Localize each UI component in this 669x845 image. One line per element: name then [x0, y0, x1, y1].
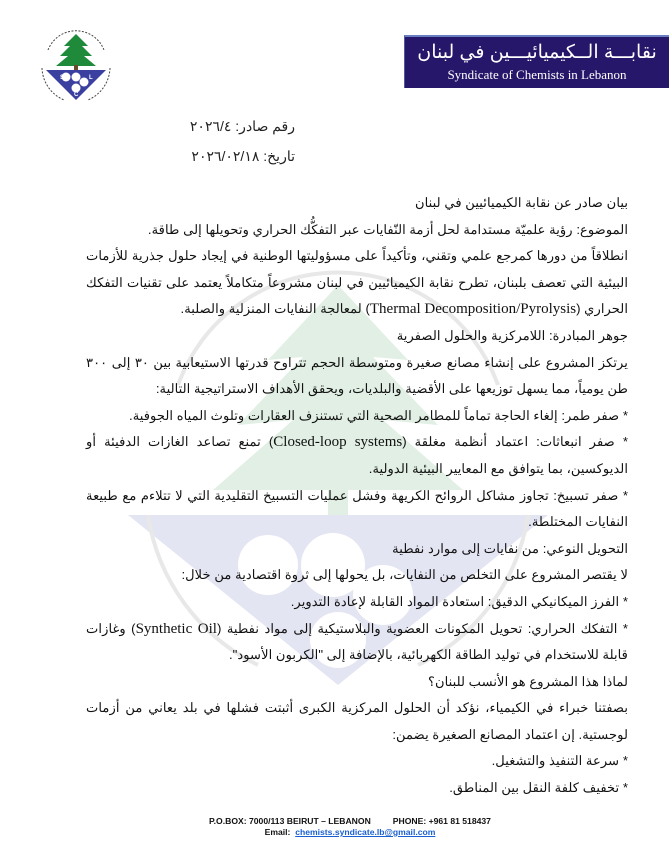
reference-number: رقم صادر: ٢٠٢٦/٤: [189, 118, 295, 134]
section-heading-conversion: التحويل النوعي: من نفايات إلى موارد نفطية: [392, 540, 628, 556]
intro-text-1: انطلاقاً من دورها كمرجع علمي وتقني، وتأكيداً على مسؤوليتها الوطنية في إيجاد حلول جذرية للأزمات البيئية التي تعصف بلبنان، تطرح نقابة الكيميائيين في لبنان مشروعاً متكاملاً يعتمد على تقنيات التفكك الحراري (: [86, 248, 628, 317]
bullet-2-latin: Closed-loop systems: [273, 434, 403, 451]
svg-text:L: L: [89, 75, 93, 81]
conversion-paragraph: لا يقتصر المشروع على التخلص من النفايات، بل يحولها إلى ثروة اقتصادية من خلال:: [181, 567, 628, 583]
svg-text:S: S: [60, 75, 65, 81]
banner-title-en: Syndicate of Chemists in Lebanon: [447, 67, 627, 82]
syndicate-logo: [34, 20, 118, 104]
footer-email-line: [150, 827, 550, 838]
statement-title: بيان صادر عن نقابة الكيميائيين في لبنان: [414, 195, 628, 210]
footer-contact-line: [150, 816, 550, 827]
intro-latin-term: Thermal Decomposition/Pyrolysis: [369, 301, 577, 318]
intro-text-2: ) لمعالجة النفايات المنزلية والصلبة.: [180, 301, 370, 317]
document-date: تاريخ: ٢٠٢٦/٠٢/١٨: [191, 148, 295, 164]
bullet-speed: * سرعة التنفيذ والتشغيل.: [491, 753, 628, 769]
intro-paragraph: [86, 243, 628, 323]
bullet-mechanical-sorting: * الفرز الميكانيكي الدقيق: استعادة المواد القابلة لإعادة التدوير.: [290, 593, 628, 609]
bullet-thermal-decomposition: [86, 616, 628, 669]
bullet-5-text-a: * التفكك الحراري: تحويل المكونات العضوية والبلاستيكية إلى مواد نفطية (: [216, 620, 629, 636]
bullet-2-text-a: * صفر انبعاثات: اعتماد أنظمة مغلقة (: [402, 434, 628, 450]
section-heading-initiative: جوهر المبادرة: اللامركزية والحلول الصفرية: [396, 327, 628, 343]
bullet-zero-landfill: * صفر طمر: إلغاء الحاجة تماماً للمطامر الصحية التي تستنزف العقارات وتلوث المياه الجوفية.: [129, 407, 628, 423]
document-meta: [110, 111, 295, 171]
bullet-transport-cost: * تخفيف كلفة النقل بين المناطق.: [449, 780, 628, 796]
footer-address: P.O.BOX: 7000/113 BEIRUT – LEBANON: [209, 816, 371, 826]
footer-phone: PHONE: +961 81 518437: [392, 816, 491, 826]
why-paragraph: بصفتنا خبراء في الكيمياء، نؤكد أن الحلول المركزية الكبرى أثبتت فشلها في بلد يعاني من أزمات لوجستية. إن اعتماد المصانع الصغيرة يضمن:: [86, 700, 628, 742]
bullet-2-text-b: ) تمنع تصاعد الغازات الدفيئة أو الديوكسين، بما يتوافق مع المعايير البيئية الدولية.: [86, 434, 628, 476]
initiative-paragraph: يرتكز المشروع على إنشاء مصانع صغيرة ومتوسطة الحجم تتراوح قدرتها الاستيعابية بين ٣٠ إلى ٣٠٠ طن يومياً، مما يسهل توزيعها على الأقضية والبلديات، ويحقق الأهداف الاستراتيجية التالية:: [86, 354, 628, 397]
triangle-icon: [46, 70, 106, 100]
page-footer: [150, 816, 550, 838]
footer-email-link[interactable]: chemists.syndicate.lb@gmail.com: [295, 827, 436, 837]
document-body: [86, 190, 628, 802]
bullet-5-latin: Synthetic Oil: [135, 620, 217, 637]
svg-text:C: C: [74, 92, 79, 98]
cedar-icon: [56, 34, 96, 71]
section-heading-why: لماذا هذا المشروع هو الأنسب للبنان؟: [427, 673, 628, 689]
footer-email-label: Email:: [264, 827, 291, 837]
header-banner: [404, 35, 669, 88]
bullet-5-text-b: ) وغازات قابلة للاستخدام في توليد الطاقة الكهربائية، بالإضافة إلى "الكربون الأسود".: [86, 620, 628, 663]
subject-line: الموضوع: رؤية علميّة مستدامة لحل أزمة النّفايات عبر التفكُّك الحراري وتحويلها إلى طاقة.: [147, 221, 628, 237]
bullet-zero-composting: * صفر تسبيخ: تجاوز مشاكل الروائح الكريهة وفشل عمليات التسبيخ التقليدية التي لا تتلاءم مع طبيعة النفايات المختلطة.: [86, 487, 628, 530]
bullet-zero-emissions: [86, 429, 628, 482]
banner-title-ar: نقابـــة الــكيميائيـــين في لبنان: [417, 42, 657, 63]
